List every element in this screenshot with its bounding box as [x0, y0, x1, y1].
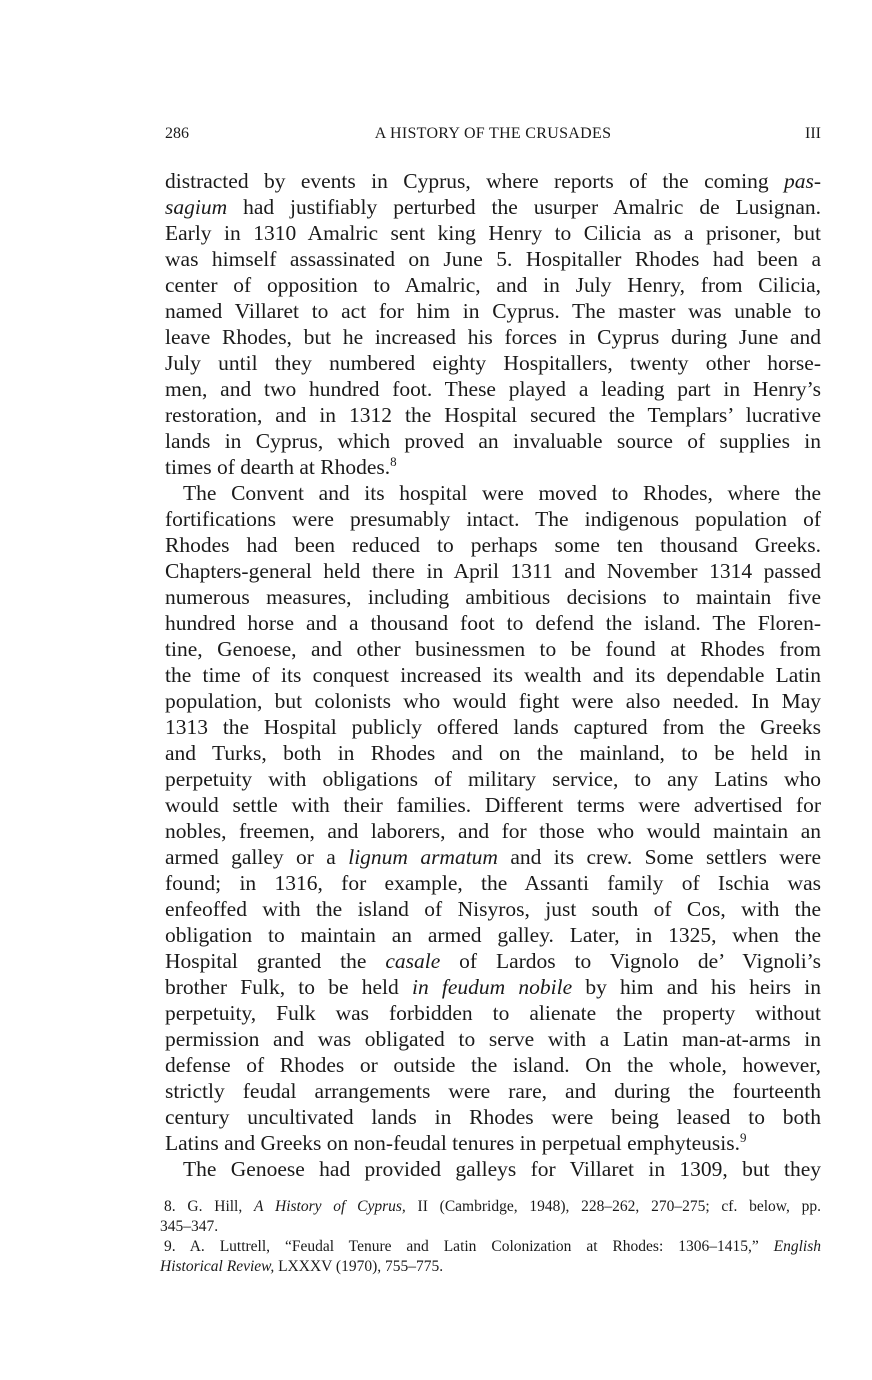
text-run: and Turks, both in Rhodes and on the mainland, to be held in: [165, 741, 821, 765]
running-head: [165, 125, 821, 149]
text-run: and its crew. Some settlers were: [497, 845, 821, 869]
text-run: permission and was obligated to serve with a Latin man-at-arms in: [165, 1027, 821, 1051]
body-line: [165, 922, 821, 948]
body-line: [165, 298, 821, 324]
text-run: The Genoese had provided galleys for Villaret in 1309, but they: [183, 1157, 821, 1181]
text-run: July until they numbered eighty Hospitallers, twenty other horse-: [165, 351, 821, 375]
text-run: numerous measures, including ambitious decisions to maintain five: [165, 585, 821, 609]
body-line: [165, 324, 821, 350]
text-run: nobles, freemen, and laborers, and for those who would maintain an: [165, 819, 821, 843]
footnote-line: [160, 1197, 821, 1217]
text-run: perpetuity with obligations of military service, to any Latins who: [165, 767, 821, 791]
body-line: [165, 766, 821, 792]
body-line: [165, 818, 821, 844]
body-line: [165, 1026, 821, 1052]
text-run: hundred horse and a thousand foot to defend the island. The Floren-: [165, 611, 821, 635]
body-line: [165, 584, 821, 610]
body-line: [165, 376, 821, 402]
text-run: 8. G. Hill,: [164, 1198, 255, 1215]
italic-text: casale: [385, 949, 441, 973]
text-run: armed galley or a: [165, 845, 349, 869]
body-line: [165, 714, 821, 740]
body-line: [165, 1078, 821, 1104]
text-run: times of dearth at Rhodes.: [165, 455, 391, 479]
text-run: brother Fulk, to be held: [165, 975, 412, 999]
text-run: restoration, and in 1312 the Hospital secured the Templars’ lucrative: [165, 403, 821, 427]
body-line: [165, 272, 821, 298]
volume-number: III: [805, 125, 821, 142]
text-run: Early in 1310 Amalric sent king Henry to Cilicia as a prisoner, but: [165, 221, 821, 245]
body-line: [165, 974, 821, 1000]
body-line: [165, 1104, 821, 1130]
footnote-line: [160, 1257, 821, 1277]
text-run: The Convent and its hospital were moved to Rhodes, where the: [183, 481, 821, 505]
body-line: [165, 636, 821, 662]
italic-text: lignum armatum: [348, 845, 498, 869]
text-run: center of opposition to Amalric, and in July Henry, from Cilicia,: [165, 273, 821, 297]
body-line: [165, 688, 821, 714]
text-run: fortifications were presumably intact. The indigenous population of: [165, 507, 821, 531]
text-run: leave Rhodes, but he increased his forces in Cyprus during June and: [165, 325, 821, 349]
text-run: was himself assassinated on June 5. Hospitaller Rhodes had been a: [165, 247, 821, 271]
text-run: obligation to maintain an armed galley. Later, in 1325, when the: [165, 923, 821, 947]
text-run: defense of Rhodes or outside the island. On the whole, however,: [165, 1053, 821, 1077]
footnote-line: [160, 1217, 821, 1237]
body-line: [165, 246, 821, 272]
text-run: population, but colonists who would fight were also needed. In May: [165, 689, 821, 713]
text-run: would settle with their families. Different terms were advertised for: [165, 793, 821, 817]
text-run: by him and his heirs in: [572, 975, 821, 999]
text-run: the time of its conquest increased its wealth and its dependable Latin: [165, 663, 821, 687]
body-line: [165, 454, 821, 480]
page-number: 286: [165, 125, 189, 142]
italic-text: in feudum nobile: [411, 975, 573, 999]
body-line: [165, 194, 821, 220]
body-line: [165, 220, 821, 246]
text-run: Latins and Greeks on non-feudal tenures in perpetual emphyteusis.: [165, 1131, 740, 1155]
body-line: [165, 428, 821, 454]
body-line: [165, 792, 821, 818]
text-run: 1313 the Hospital publicly offered lands captured from the Greeks: [165, 715, 821, 739]
text-run: of Lardos to Vignolo de’ Vignoli’s: [440, 949, 822, 973]
text-run: century uncultivated lands in Rhodes were being leased to both: [165, 1105, 821, 1129]
body-line: [165, 532, 821, 558]
text-run: lands in Cyprus, which proved an invaluable source of supplies in: [165, 429, 821, 453]
body-line: [165, 402, 821, 428]
text-run: found; in 1316, for example, the Assanti family of Ischia was: [165, 871, 821, 895]
body-line: [165, 1000, 821, 1026]
body-line: [165, 1052, 821, 1078]
footnote-reference: 9: [739, 1130, 747, 1145]
body-line: [165, 662, 821, 688]
body-line: [165, 1130, 821, 1156]
text-run: Rhodes had been reduced to perhaps some ten thousand Greeks.: [165, 533, 821, 557]
text-run: LXXXV (1970), 755–775.: [274, 1258, 444, 1275]
body-line: [165, 948, 821, 974]
text-run: distracted by events in Cyprus, where reports of the coming: [165, 169, 784, 193]
text-run: II (Cambridge, 1948), 228–262, 270–275; cf. below, pp.: [405, 1198, 822, 1215]
running-title: A HISTORY OF THE CRUSADES: [374, 125, 612, 142]
text-run: 9. A. Luttrell, “Feudal Tenure and Latin Colonization at Rhodes: 1306–1415,”: [164, 1238, 774, 1255]
italic-text: Historical Review,: [160, 1258, 275, 1275]
body-line: [165, 1156, 821, 1182]
body-line: [165, 896, 821, 922]
body-line: [165, 558, 821, 584]
body-line: [165, 870, 821, 896]
body-line: [165, 480, 821, 506]
body-line: [165, 740, 821, 766]
body-line: [165, 168, 821, 194]
body-line: [165, 844, 821, 870]
italic-text: pas-: [783, 169, 821, 193]
text-run: had justifiably perturbed the usurper Amalric de Lusignan.: [227, 195, 821, 219]
text-run: men, and two hundred foot. These played a leading part in Henry’s: [165, 377, 821, 401]
text-run: perpetuity, Fulk was forbidden to alienate the property without: [165, 1001, 821, 1025]
footnotes: [160, 1197, 821, 1277]
text-run: named Villaret to act for him in Cyprus. The master was unable to: [165, 299, 821, 323]
body-line: [165, 506, 821, 532]
text-run: Chapters-general held there in April 1311 and November 1314 passed: [165, 559, 821, 583]
text-run: tine, Genoese, and other businessmen to be found at Rhodes from: [165, 637, 821, 661]
footnote-reference: 8: [390, 454, 397, 469]
text-run: strictly feudal arrangements were rare, and during the fourteenth: [165, 1079, 821, 1103]
footnote-line: [160, 1237, 821, 1257]
text-run: 345–347.: [160, 1218, 219, 1235]
italic-text: A History of Cyprus,: [254, 1198, 406, 1215]
body-text: [165, 168, 821, 1182]
body-line: [165, 610, 821, 636]
text-run: Hospital granted the: [165, 949, 386, 973]
italic-text: sagium: [165, 195, 228, 219]
text-run: enfeoffed with the island of Nisyros, just south of Cos, with the: [165, 897, 821, 921]
body-line: [165, 350, 821, 376]
italic-text: English: [773, 1238, 821, 1255]
